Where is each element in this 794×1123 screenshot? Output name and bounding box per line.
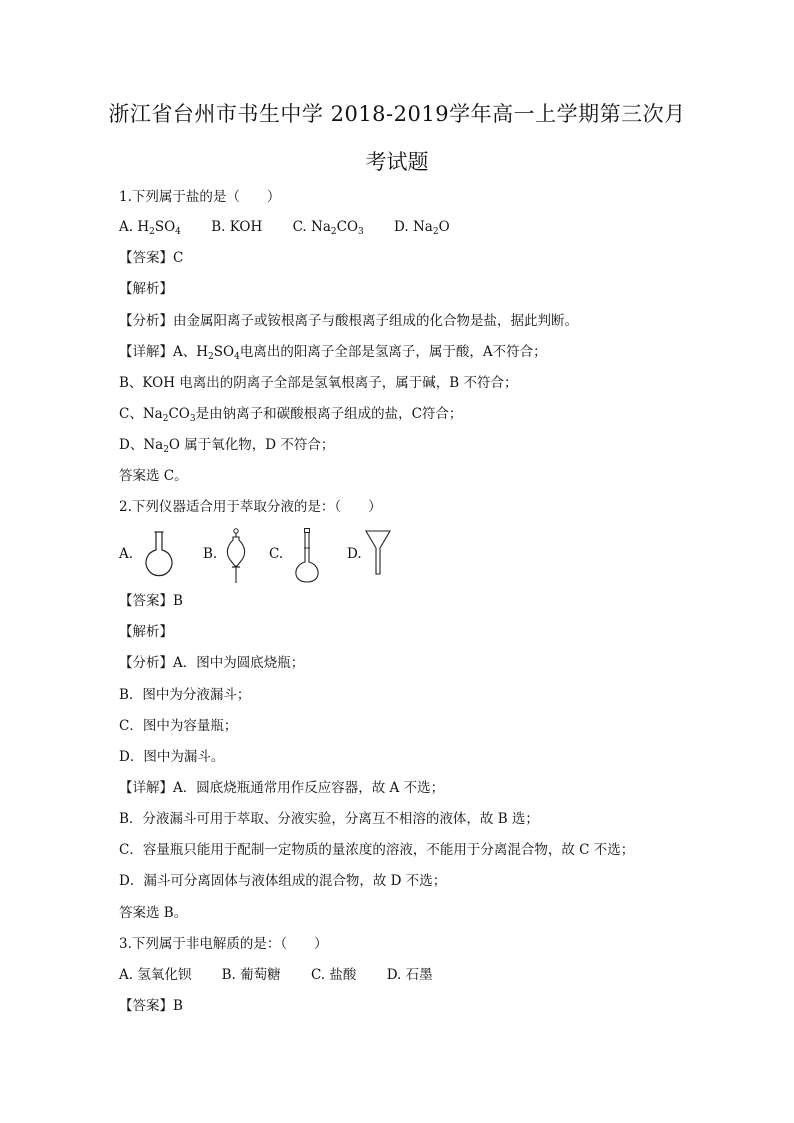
q1-answer: 【答案】C xyxy=(119,250,184,266)
q1-option-d: D. $Na_2O$ xyxy=(394,219,450,237)
q2-analysis-d: D．图中为漏斗。 xyxy=(119,749,225,765)
question-1-text: 1.下列属于盐的是（ ） xyxy=(119,189,281,205)
q1-option-a: A. $H_2SO_4$ xyxy=(119,219,181,237)
q3-option-b: B. 葡萄糖 xyxy=(221,967,281,983)
q3-option-d: D. 石墨 xyxy=(386,967,433,983)
q2-detail-a: 【详解】A．圆底烧瓶通常用作反应容器，故 A 不选； xyxy=(119,780,445,796)
q1-option-b: B. KOH xyxy=(211,219,263,235)
q2-analysis-a: 【分析】A．图中为圆底烧瓶； xyxy=(119,655,305,671)
separatory-funnel-icon xyxy=(221,528,251,584)
q1-detail-c: C、$Na_2CO_3$是由钠离子和碳酸根离子组成的盐，C符合； xyxy=(119,406,463,424)
q2-analysis-heading: 【解析】 xyxy=(119,624,173,640)
q2-conclusion: 答案选 B。 xyxy=(119,905,188,921)
q2-answer: 【答案】B xyxy=(119,593,183,609)
q2-figure-label-b: B. xyxy=(203,546,218,562)
question-1-options xyxy=(119,218,476,236)
question-2-text: 2.下列仪器适合用于萃取分液的是：（ ） xyxy=(119,499,382,515)
question-3-text: 3.下列属于非电解质的是：（ ） xyxy=(119,936,328,952)
round-bottom-flask-icon xyxy=(139,528,179,584)
q1-analysis-heading: 【解析】 xyxy=(119,281,173,297)
q3-answer: 【答案】B xyxy=(119,998,183,1014)
q1-analysis: 【分析】由金属阳离子或铵根离子与酸根离子组成的化合物是盐，据此判断。 xyxy=(119,313,578,329)
q2-detail-c: C．容量瓶只能用于配制一定物质的量浓度的溶液，不能用于分离混合物，故 C 不选； xyxy=(119,842,635,858)
question-3-options xyxy=(119,966,459,984)
q2-figure-label-a: A. xyxy=(119,546,134,562)
page-title-line1: 浙江省台州市书生中学 2018-2019学年高一上学期第三次月 xyxy=(108,102,686,126)
q3-option-c: C. 盐酸 xyxy=(310,967,357,983)
q2-detail-d: D．漏斗可分离固体与液体组成的混合物，故 D 不选； xyxy=(119,873,447,889)
q2-detail-b: B．分液漏斗可用于萃取、分液实验，分离互不相溶的液体，故 B 选； xyxy=(119,811,539,827)
q1-option-c: C. $Na_2CO_3$ xyxy=(292,219,364,237)
volumetric-flask-icon xyxy=(287,528,327,584)
q1-conclusion: 答案选 C。 xyxy=(119,468,188,484)
q3-option-a: A. 氢氧化钡 xyxy=(119,967,192,983)
q2-figure-label-c: C. xyxy=(269,546,284,562)
q2-analysis-b: B．图中为分液漏斗； xyxy=(119,687,251,703)
q1-detail-b: B、KOH 电离出的阴离子全部是氢氧根离子，属于碱，B 不符合； xyxy=(119,375,518,391)
q2-figure-options xyxy=(119,528,419,584)
q1-detail-a: 【详解】A、$H_2SO_4$电离出的阳离子全部是氢离子，属于酸，A不符合； xyxy=(119,344,547,362)
page-title-line2: 考试题 xyxy=(365,150,429,174)
q2-analysis-c: C．图中为容量瓶； xyxy=(119,718,238,734)
q1-detail-d: D、$Na_2O$ 属于氧化物，D 不符合； xyxy=(119,437,335,455)
q2-figure-label-d: D. xyxy=(347,546,362,562)
funnel-icon xyxy=(363,528,393,584)
